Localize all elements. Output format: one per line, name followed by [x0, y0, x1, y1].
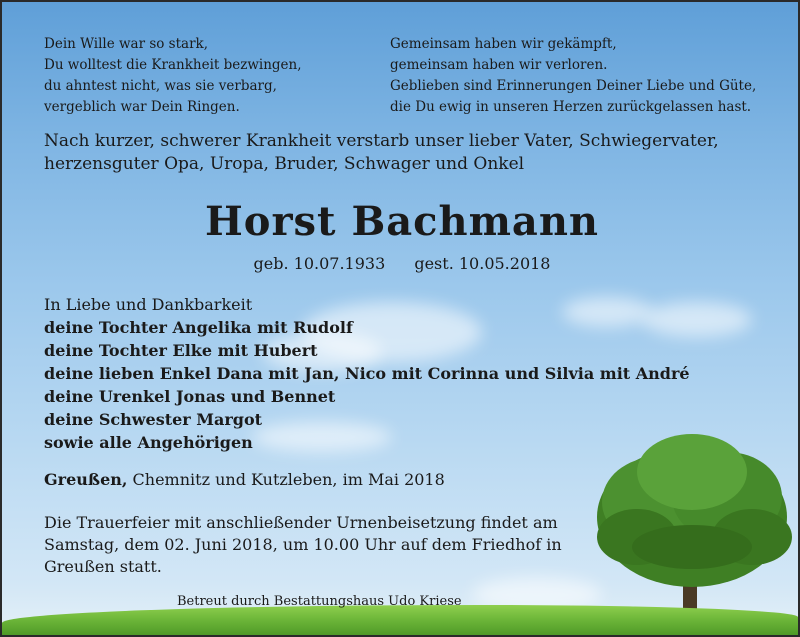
place-rest: Chemnitz und Kutzleben, im Mai 2018: [127, 470, 445, 489]
service-notice: Die Trauerfeier mit anschließender Urnenbeisetzung findet am Samstag, dem 02. Juni 2018, um 10.00 Uhr auf dem Friedhof in Greußen statt.: [44, 513, 562, 576]
poem-left: [44, 34, 302, 118]
birth-date: geb. 10.07.1933: [253, 254, 386, 273]
mourner: sowie alle Angehörigen: [44, 433, 253, 452]
mourner: deine Tochter Angelika mit Rudolf: [44, 318, 353, 337]
death-date: gest. 10.05.2018: [414, 254, 551, 273]
intro-text: Nach kurzer, schwerer Krankheit verstarb unser lieber Vater, Schwiegervater, herzensguter Opa, Uropa, Bruder, Schwager und Onkel: [44, 131, 719, 174]
poem-line: Gemeinsam haben wir gekämpft,: [390, 36, 617, 52]
poem-line: du ahntest nicht, was sie verbarg,: [44, 78, 277, 94]
mourner: deine Schwester Margot: [44, 410, 263, 429]
poem-line: Du wolltest die Krankheit bezwingen,: [44, 57, 302, 73]
poem-line: gemeinsam haben wir verloren.: [390, 57, 608, 73]
deceased-name: Horst Bachmann: [204, 198, 600, 245]
poem-line: die Du ewig in unseren Herzen zurückgelassen hast.: [390, 99, 752, 115]
poem-line: Geblieben sind Erinnerungen Deiner Liebe und Güte,: [390, 78, 757, 94]
tree-image: [587, 427, 800, 627]
mourner: deine Tochter Elke mit Hubert: [44, 341, 318, 360]
mourner: deine Urenkel Jonas und Bennet: [44, 387, 336, 406]
grass-strip: [2, 605, 798, 635]
mourners-intro: In Liebe und Dankbarkeit: [44, 295, 253, 314]
poem-right: [390, 34, 756, 118]
place-bold: Greußen,: [44, 470, 128, 489]
life-dates: [2, 254, 800, 273]
poem-line: vergeblich war Dein Ringen.: [44, 99, 240, 115]
place-date: [44, 470, 445, 489]
mourner: deine lieben Enkel Dana mit Jan, Nico mit Corinna und Silvia mit André: [44, 364, 690, 383]
footer-credit: Betreut durch Bestattungshaus Udo Kriese: [177, 594, 462, 609]
poem-line: Dein Wille war so stark,: [44, 36, 209, 52]
